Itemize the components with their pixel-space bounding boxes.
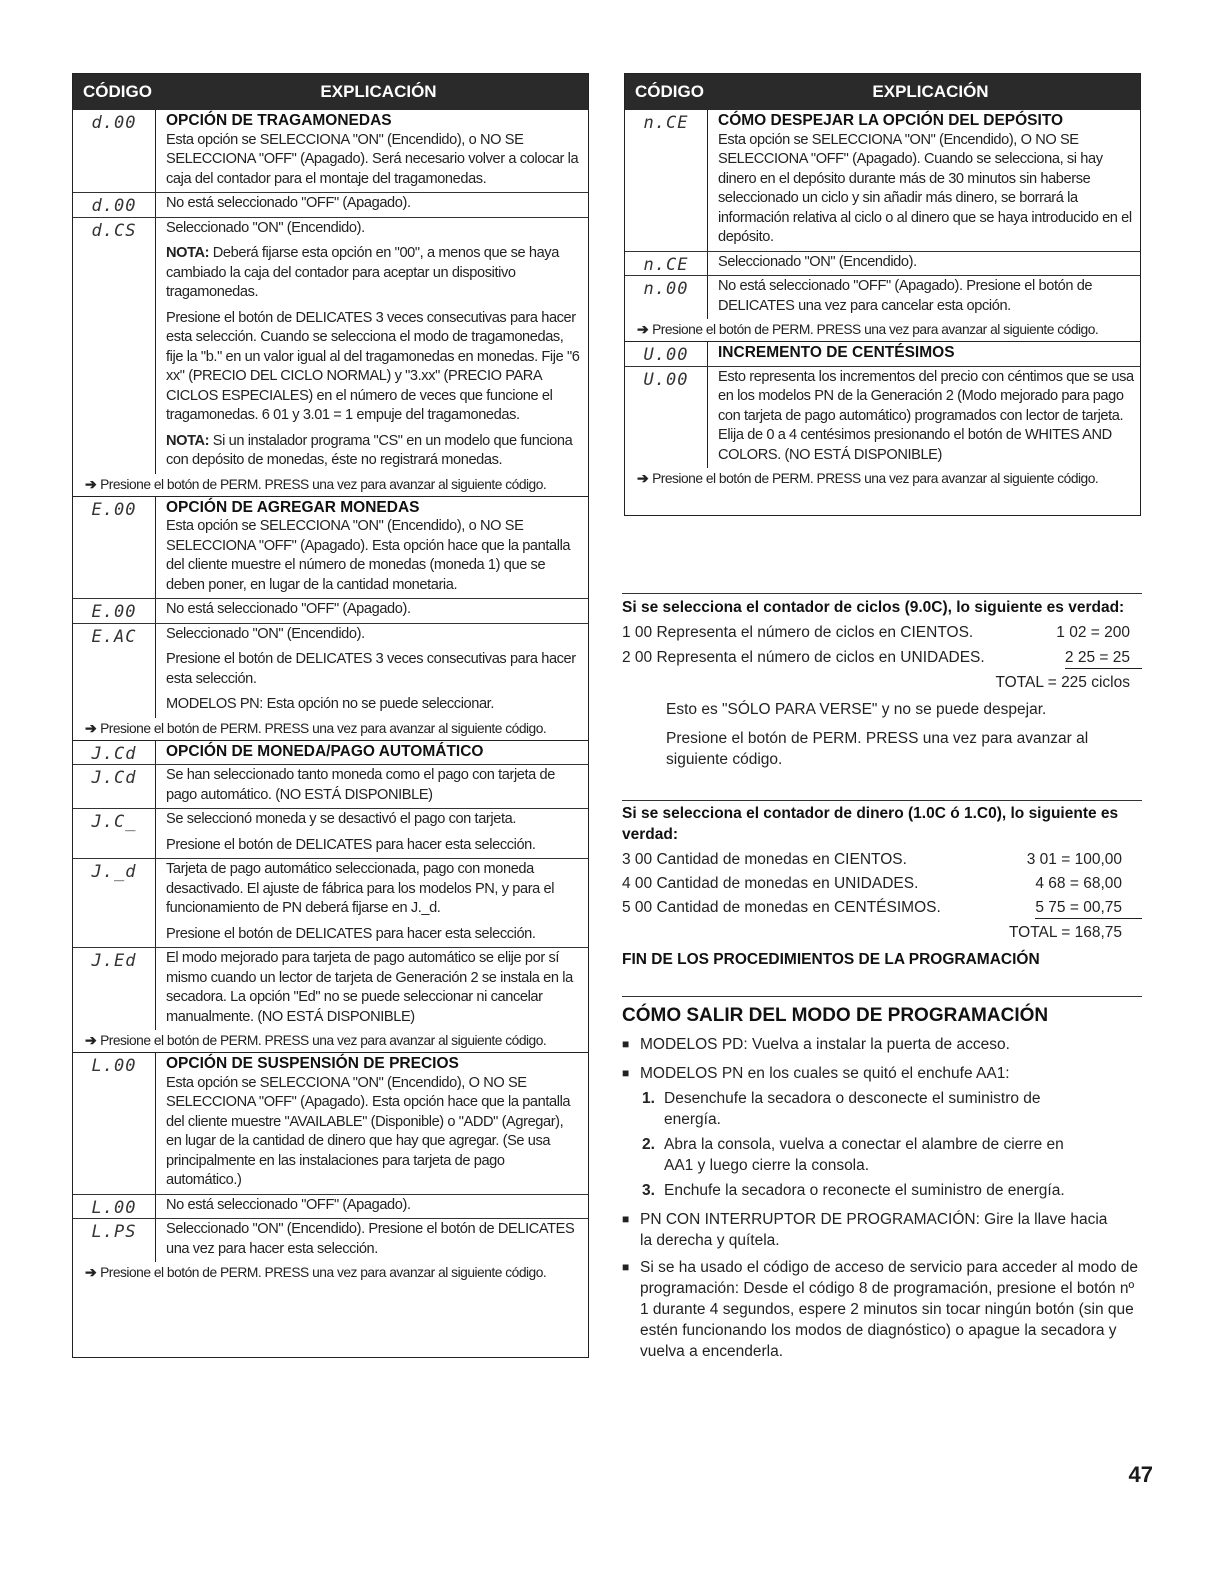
exit-step-1: Desenchufe la secadora o desconecte el suministro de energía. [664,1090,1041,1128]
header-codigo: CÓDIGO [83,82,152,101]
exit-title: CÓMO SALIR DEL MODO DE PROGRAMACIÓN [622,1005,1049,1026]
cycle-total: TOTAL = 225 ciclos [995,674,1130,691]
table-row [625,110,1140,252]
row-text: Esto representa los incrementos del precio con céntimos que se usa en los modelos PN de la Generación 2 (Modo mejorado para pago con tarjeta de pago automático) programados con lector de tarjeta. Elija de 0 a 4 centésimos presionando el botón de WHITES AND COLORS. (NO ESTÁ DISPONIBLE) [718,368,1134,463]
table-row [73,1219,588,1262]
arrow-right-icon: ➔ [637,322,649,337]
code-dcs: d.CS [91,220,137,241]
code-nce: n.CE [643,254,689,275]
code-jed: J.Ed [91,951,137,971]
money-value-3: 5 75 = 00,75 [1035,897,1142,919]
money-value-1: 3 01 = 100,00 [1026,851,1122,868]
page-number: 47 [1128,1462,1153,1487]
advance-instruction: ➔ Presione el botón de PERM. PRESS una vez para avanzar al siguiente código. [637,471,1099,486]
row-title: OPCIÓN DE AGREGAR MONEDAS [166,498,420,516]
right-code-table [624,73,1141,516]
row-text: Presione el botón de DELICATES para hacer esta selección. [166,925,536,942]
table-row [73,497,588,600]
advance-instruction: ➔ Presione el botón de PERM. PRESS una vez para avanzar al siguiente código. [73,474,588,497]
note-text: Si un instalador programa "CS" en un modelo que funciona con depósito de monedas, éste no registrará monedas. [166,432,573,468]
cycle-advance: Presione el botón de PERM. PRESS una vez para avanzar al siguiente código. [666,730,1089,768]
note-label: NOTA: [166,432,210,449]
code-lps: L.PS [91,1222,137,1242]
code-u00: U.00 [643,369,689,390]
end-of-programming: FIN DE LOS PROCEDIMIENTOS DE LA PROGRAMACIÓN [622,951,1040,968]
exit-step-2: Abra la consola, vuelva a conectar el alambre de cierre en AA1 y luego cierre la consola. [664,1136,1064,1174]
code-eac: E.AC [91,626,137,647]
header-explicacion: EXPLICACIÓN [872,82,989,101]
row-text: Esta opción se SELECCIONA "ON" (Encendido), o NO SE SELECCIONA "OFF" (Apagado). Será necesario volver a colocar la caja del contador para el montaje del tragamonedas. [166,131,579,187]
table-row [73,624,588,718]
code-n00: n.00 [643,279,689,299]
row-text: Esta opción se SELECCIONA "ON" (Encendido), O NO SE SELECCIONA "OFF" (Apagado). Cuando se selecciona, si hay dinero en el depósito durante más de 30 minutos sin haberse seleccionado un ciclo y sin añadir más dinero, se borrará la información relativa al ciclo o al dinero que se haya introducido en el depósito. [718,131,1132,245]
table-row [73,218,588,474]
bullet-icon: ■ [622,1037,630,1051]
money-line-2: 4 00 Cantidad de monedas en UNIDADES. [622,875,919,892]
row-text: Esta opción se SELECCIONA "ON" (Encendido), o NO SE SELECCIONA "OFF" (Apagado). Esta opción hace que la pantalla del cliente muestre el número de monedas (moneda 1) que se deben poner, en lugar de la cantidad monetaria. [166,518,571,593]
advance-instruction: ➔ Presione el botón de PERM. PRESS una vez para avanzar al siguiente código. [85,1265,547,1280]
header-explicacion: EXPLICACIÓN [320,82,437,101]
exit-bullet: MODELOS PD: Vuelva a instalar la puerta de acceso. [640,1036,1010,1053]
bullet-icon: ■ [622,1260,630,1274]
advance-instruction: ➔ Presione el botón de PERM. PRESS una vez para avanzar al siguiente código. [73,718,588,741]
code-nce: n.CE [643,113,689,133]
exit-bullet: PN CON INTERRUPTOR DE PROGRAMACIÓN: Gire la llave hacia la derecha y quítela. [640,1211,1108,1249]
row-text: Tarjeta de pago automático seleccionada, pago con moneda desactivado. El ajuste de fábrica para los modelos PN, y para el funcionamiento de PN deberá fijarse en J._d. [166,861,555,916]
table-row [73,809,588,859]
cycle-counter-section [622,593,1142,770]
arrow-right-icon: ➔ [85,1033,97,1048]
code-e00: E.00 [91,499,137,520]
header-codigo: CÓDIGO [635,82,704,101]
table-row [73,110,588,193]
table-row [73,948,588,1030]
money-line-3: 5 00 Cantidad de monedas en CENTÉSIMOS. [622,899,941,916]
table-header [73,74,588,110]
row-text: Seleccionado "ON" (Encendido). [718,253,917,270]
table-row [625,252,1140,277]
row-title: INCREMENTO DE CENTÉSIMOS [718,344,955,361]
table-header [625,74,1140,110]
cycle-value-2: 2 25 = 25 [1065,647,1142,669]
code-u00: U.00 [643,345,689,365]
code-jd: J._d [91,862,137,882]
table-row [73,859,588,948]
row-text: No está seleccionado "OFF" (Apagado). [166,601,411,617]
money-line-1: 3 00 Cantidad de monedas en CIENTOS. [622,851,907,868]
arrow-right-icon: ➔ [85,720,97,736]
arrow-right-icon: ➔ [637,471,649,486]
arrow-right-icon: ➔ [85,476,97,492]
cycle-counter-heading: Si se selecciona el contador de ciclos (9.0C), lo siguiente es verdad: [622,599,1125,616]
table-row [625,367,1140,469]
money-value-2: 4 68 = 68,00 [1035,875,1122,892]
note-label: NOTA: [166,245,210,261]
row-text: Se seleccionó moneda y se desactivó el pago con tarjeta. [166,811,516,827]
code-d00: d.00 [91,196,137,216]
row-text: No está seleccionado "OFF" (Apagado). [166,195,411,211]
row-title: OPCIÓN DE TRAGAMONEDAS [166,112,392,129]
arrow-right-icon: ➔ [85,1265,97,1280]
code-e00: E.00 [91,602,137,622]
bullet-icon: ■ [622,1066,630,1080]
row-text: Presione el botón de DELICATES 3 veces consecutivas para hacer esta selección. [166,651,576,687]
row-title: OPCIÓN DE MONEDA/PAGO AUTOMÁTICO [166,742,484,760]
exit-bullet: MODELOS PN en los cuales se quitó el enchufe AA1: [640,1065,1010,1082]
row-text: Se han seleccionado tanto moneda como el pago con tarjeta de pago automático. (NO ESTÁ DISPONIBLE) [166,767,555,803]
row-text: Seleccionado "ON" (Encendido). Presione el botón de DELICATES una vez para hacer esta selección. [166,1221,575,1257]
money-counter-section [622,800,1142,970]
row-text: No está seleccionado "OFF" (Apagado). [166,1196,411,1213]
note-text: Deberá fijarse esta opción en "00", a menos que se haya cambiado la caja del contador para aceptar un dispositivo tragamonedas. [166,245,559,300]
row-text: El modo mejorado para tarjeta de pago automático se elije por sí mismo cuando un lector de tarjeta de Generación 2 se instala en la secadora. La opción "Ed" no se puede seleccionar ni cancelar manualmente. (NO ESTÁ DISPONIBLE) [166,950,573,1025]
code-jc: J.C_ [91,812,137,832]
row-title: OPCIÓN DE SUSPENSIÓN DE PRECIOS [166,1055,459,1072]
table-row [73,765,588,809]
exit-step-3: Enchufe la secadora o reconecte el suministro de energía. [664,1182,1065,1199]
row-text: Esta opción se SELECCIONA "ON" (Encendido), O NO SE SELECCIONA "OFF" (Apagado). Esta opción hace que la pantalla del cliente muestre "AVAILABLE" (Disponible) o "ADD" (Agregar), en lugar de la cantidad de dinero que hay que agregar. (Se usa principalmente en las instalaciones para tarjeta de pago automático.) [166,1074,571,1188]
money-total: TOTAL = 168,75 [1008,924,1122,941]
left-code-table [72,73,589,1358]
cycle-line-2: 2 00 Representa el número de ciclos en UNIDADES. [622,649,985,666]
exit-programming-section: CÓMO SALIR DEL MODO DE PROGRAMACIÓN ■ MODELOS PD: Vuelva a instalar la puerta de acceso. ■ MODELOS PN en los cuales se quitó el enchufe AA1: 1. Desenchufe la secadora o desconecte el suministro de energía. 2. Abra la consola, vuelva a conectar el alambre de cierre en AA1 y luego cierre la consola. 3. Enchufe la secadora o reconecte el suministro de energía. ■ PN CON INTERRUPTOR DE PROGRAMACIÓN: Gire la llave hacia la derecha y quítela. ■ Si se ha usado el código de acceso de servicio para acceder al modo de programación: Desde el código 8 de programación, presione el botón nº 1 durante 4 segundos, espere 2 minutos sin tocar ningún botón (sin que estén funcionando los modos de diagnóstico) o apague la secadora y vuelva a encenderla. [622,996,1142,1362]
bullet-icon: ■ [622,1212,630,1226]
table-row [625,276,1140,319]
code-l00: L.00 [91,1197,137,1218]
code-jcd: J.Cd [91,743,137,764]
cycle-value-1: 1 02 = 200 [1056,624,1130,641]
row-text: Presione el botón de DELICATES 3 veces consecutivas para hacer esta selección. Cuando se selecciona el modo de tragamonedas, fije la "b." en un valor igual al del tragamonedas en monedas. Fije "6 xx" (PRECIO DEL CICLO NORMAL) y "3.xx" (PRECIO PARA CICLOS ESPECIALES) en el número de veces que funcione el tragamonedas. 6 01 y 3.01 = 1 empuje del tragamonedas. [166,309,580,423]
code-l00: L.00 [91,1056,137,1076]
row-text: No está seleccionado "OFF" (Apagado). Presione el botón de DELICATES una vez para cancelar esta opción. [718,278,1093,314]
row-title: CÓMO DESPEJAR LA OPCIÓN DEL DEPÓSITO [718,112,1064,129]
table-row [73,1195,588,1220]
table-row [73,1053,588,1195]
code-jcd: J.Cd [91,768,137,788]
cycle-line-1: 1 00 Representa el número de ciclos en CIENTOS. [622,624,974,641]
advance-instruction: ➔ Presione el botón de PERM. PRESS una vez para avanzar al siguiente código. [625,319,1140,342]
row-text: Seleccionado "ON" (Encendido). [166,625,365,642]
money-counter-heading: Si se selecciona el contador de dinero (1.0C ó 1.C0), lo siguiente es verdad: [622,805,1119,843]
code-d00: d.00 [91,113,137,133]
exit-bullet: Si se ha usado el código de acceso de servicio para acceder al modo de programación: Desde el código 8 de programación, presione el botón nº 1 durante 4 segundos, espere 2 minutos sin tocar ningún botón (sin que estén funcionando los modos de diagnóstico) o apague la secadora y vuelva a encenderla. [640,1259,1139,1360]
cycle-note: Esto es "SÓLO PARA VERSE" y no se puede despejar. [666,701,1047,718]
row-text: Seleccionado "ON" (Encendido). [166,219,365,236]
table-row [73,741,588,766]
table-row [625,342,1140,367]
table-row [73,193,588,218]
advance-instruction: ➔ Presione el botón de PERM. PRESS una vez para avanzar al siguiente código. [73,1030,588,1053]
row-text: Presione el botón de DELICATES para hacer esta selección. [166,836,536,853]
table-row [73,599,588,624]
row-text: MODELOS PN: Esta opción no se puede seleccionar. [166,696,494,712]
